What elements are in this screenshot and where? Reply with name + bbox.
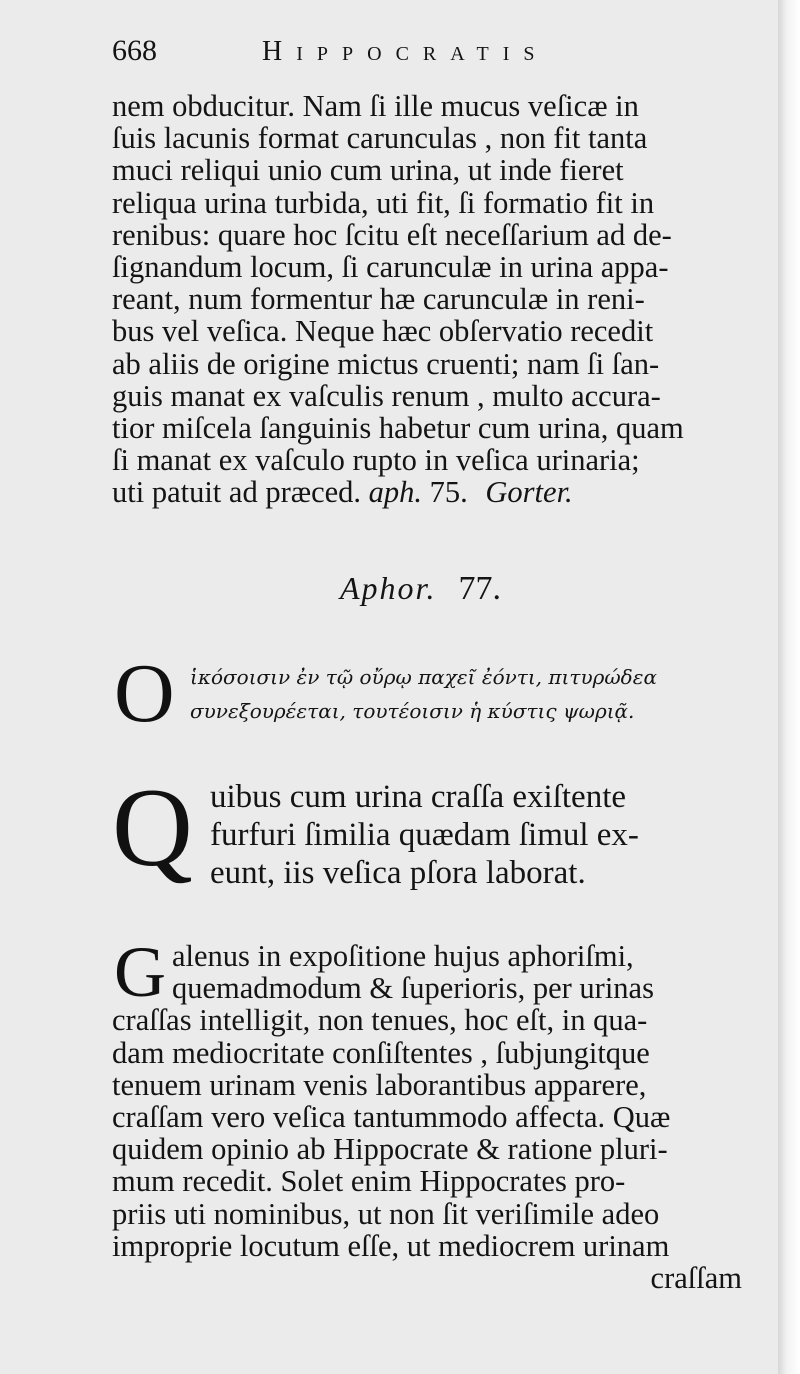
reference-number: 75.: [429, 475, 468, 510]
aphorism-heading: [340, 570, 640, 608]
reference-aph: aph.: [368, 475, 423, 510]
latin-line: furfuri ſimilia quædam ſimul ex-: [210, 817, 639, 853]
reference-text: uti patuit ad præced.: [112, 475, 362, 510]
text-line: mum recedit. Solet enim Hippocrates pro-: [112, 1164, 626, 1199]
aphorism-label: Aphor.: [340, 570, 437, 606]
reference-author: Gorter.: [485, 475, 573, 510]
text-line: reant, num formentur hæ carunculæ in reni-: [112, 282, 645, 317]
text-line: reliqua urina turbida, uti fit, ſi formatio fit in: [112, 185, 655, 220]
running-head: Hippocratis: [262, 36, 549, 67]
greek-line: ἱκόσοισιν ἐν τῷ οὔρῳ παχεῖ ἐόντι, πιτυρώδεα: [190, 665, 657, 689]
text-line: ab aliis de origine mictus cruenti; nam ſi ſan-: [112, 346, 660, 381]
paragraph-commentary-gorter: [112, 90, 762, 508]
text-line: ſuis lacunis format carunculas , non fit tanta: [112, 121, 648, 156]
text-line: ſi manat ex vaſculo rupto in veſica urinaria;: [112, 443, 640, 478]
catchword: craſſam: [650, 1260, 742, 1295]
greek-drop-cap: O: [114, 647, 175, 740]
latin-aphorism-text: [210, 778, 770, 892]
text-line: craſſas intelligit, non tenues, hoc eſt, in qua-: [112, 1003, 648, 1038]
text-line: craſſam vero veſica tantummodo affecta. Quæ: [112, 1099, 671, 1134]
text-line: tenuem urinam venis laborantibus apparere,: [112, 1067, 647, 1102]
text-line: muci reliqui unio cum urina, ut inde fieret: [112, 153, 624, 188]
greek-aphorism-text: [190, 660, 770, 728]
text-line: improprie locutum eſſe, ut mediocrem urinam: [112, 1228, 670, 1263]
text-line-reference: [112, 476, 762, 508]
page-edge: [778, 0, 800, 1374]
page-header: [112, 34, 752, 74]
text-line: priis uti nominibus, ut non ſit veriſimile adeo: [112, 1196, 660, 1231]
paragraph-commentary: [112, 940, 762, 1294]
page-number: 668: [112, 34, 157, 67]
text-line: quidem opinio ab Hippocrate & ratione pluri-: [112, 1132, 668, 1167]
text-line: tior miſcela ſanguinis habetur cum urina, quam: [112, 410, 684, 445]
aphorism-number: 77.: [458, 570, 501, 607]
text-line: guis manat ex vaſculis renum , multo accura-: [112, 378, 661, 413]
latin-line: eunt, iis veſica pſora laborat.: [210, 855, 586, 891]
text-line: dam mediocritate conſiſtentes , ſubjungitque: [112, 1035, 650, 1070]
text-line: alenus in expoſitione hujus aphoriſmi,: [172, 939, 634, 973]
commentary-drop-cap: G: [114, 932, 166, 1012]
text-line: quemadmodum & ſuperioris, per urinas: [172, 971, 654, 1006]
latin-drop-cap: Q: [112, 766, 193, 890]
latin-line: uibus cum urina craſſa exiſtente: [210, 779, 627, 815]
text-line: bus vel veſica. Neque hæc obſervatio recedit: [112, 314, 654, 349]
greek-line: συνεξουρέεται, τουτέοισιν ἡ κύστις ψωριᾷ.: [190, 699, 635, 723]
text-line: ſignandum locum, ſi carunculæ in urina appa-: [112, 249, 669, 284]
text-line: nem obducitur. Nam ſi ille mucus veſicæ in: [112, 89, 639, 123]
text-line: renibus: quare hoc ſcitu eſt neceſſarium ad de-: [112, 217, 672, 252]
